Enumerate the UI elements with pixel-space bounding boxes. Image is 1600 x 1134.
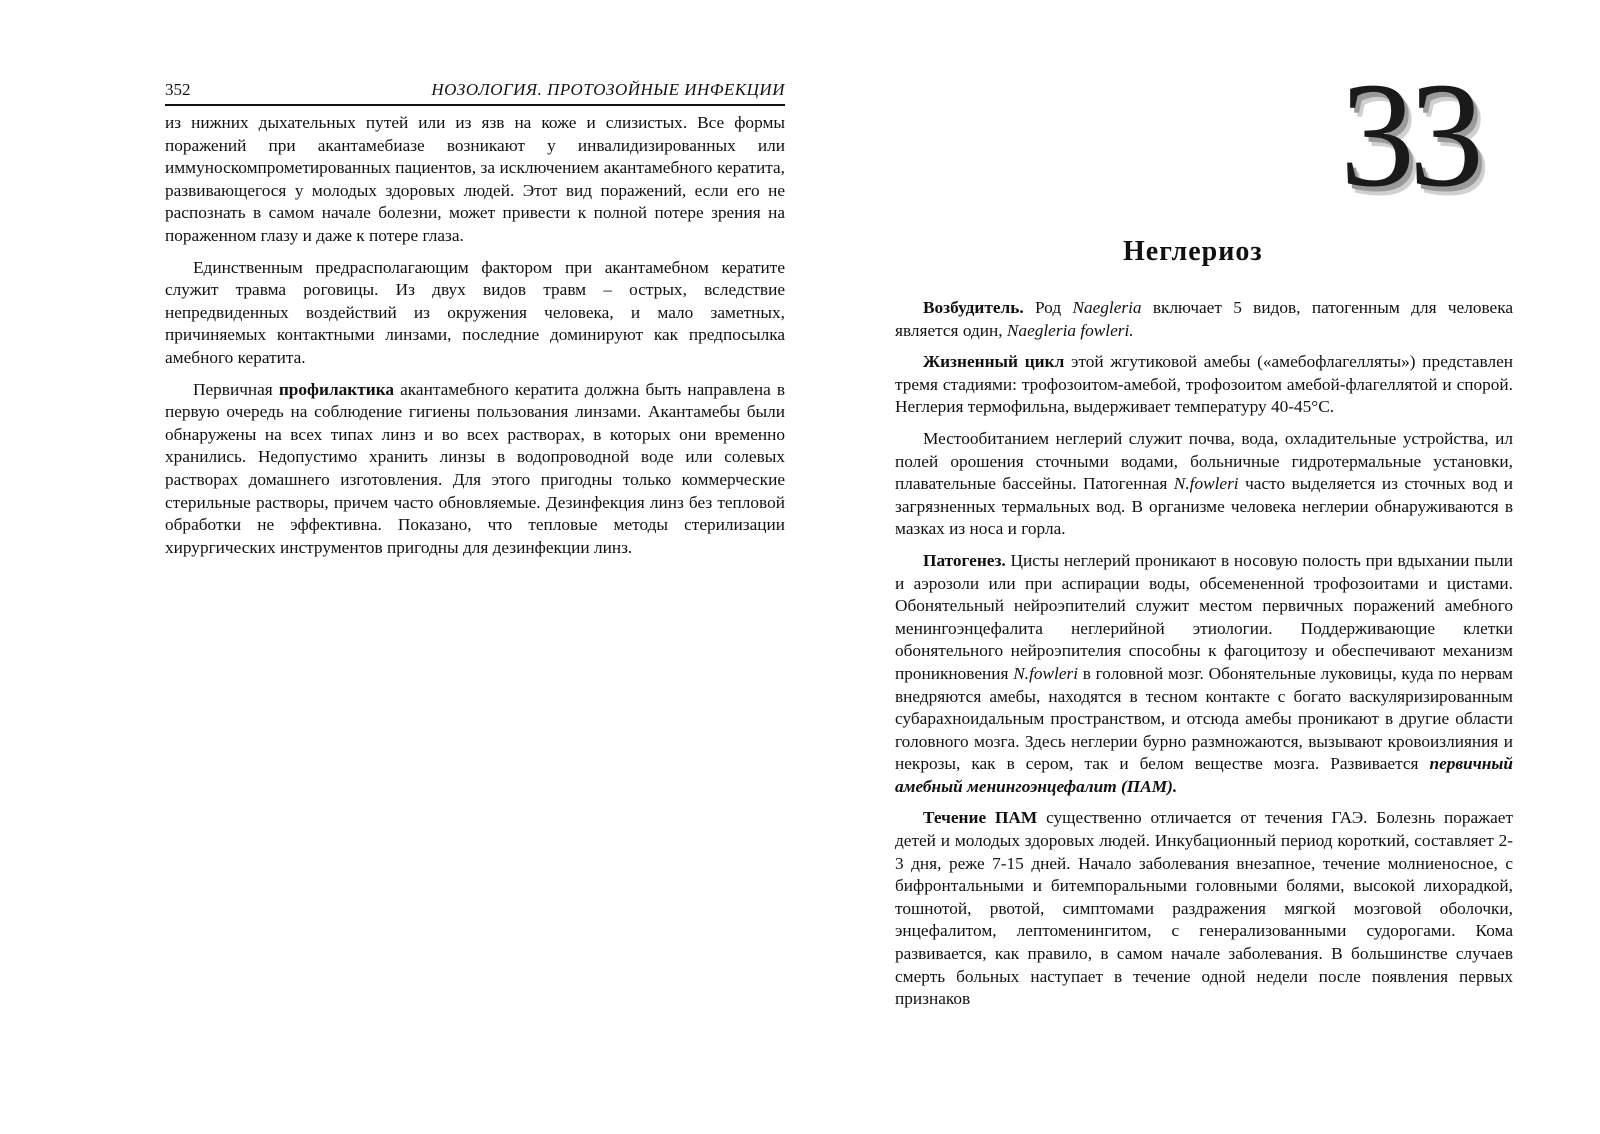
paragraph	[895, 428, 1513, 541]
text-run: Местообитанием неглерий служит почва, вода, охладительные устройства, ил полей орошения сточными водами, больничные гидротермальные установки, плавательные бассейны. Патогенная	[895, 428, 1513, 494]
left-page	[165, 0, 785, 1134]
text-run: существенно отличается от течения ГАЭ. Болезнь поражает детей и молодых здоровых людей. Инкубационный период короткий, составляет 2-3 дня, реже 7-15 дней. Начало заболевания внезапное, течение молниеносное, с бифронтальными и битемпоральными головными болями, высокой лихорадкой, тошнотой, рвотой, симптомами раздражения мягкой мозговой оболочки, энцефалитом, лептоменингитом, с генерализованными судорогами. Кома развивается, как правило, в самом начале заболевания. В большинстве случаев смерть больных наступает в течение одной недели после появления первых признаков	[895, 808, 1513, 1009]
text-run: часто выделяется из сточных вод и загрязненных термальных вод. В организме человека неглерии обнаруживаются в мазках из носа и горла.	[895, 474, 1513, 539]
text-run: Цисты неглерий проникают в носовую полость при вдыхании пыли и аэрозоли или при аспирации воды, обсемененной трофозоитами и цистами. Обонятельный нейроэпителий служит местом первичных поражений амебного менингоэнцефалита неглерийной этиологии. Поддерживающие клетки обонятельного нейроэпителия способны к фагоцитозу и обеспечивают механизм проникновения	[895, 550, 1513, 683]
text-run: Род	[1023, 298, 1073, 317]
chapter-title: Неглериоз	[1123, 236, 1263, 267]
running-title: НОЗОЛОГИЯ. ПРОТОЗОЙНЫЕ ИНФЕКЦИИ	[431, 80, 785, 99]
italic-term: Naegleria	[1072, 298, 1142, 317]
bold-term: Течение ПАМ	[923, 808, 1038, 828]
italic-term: N.fowleri	[1013, 663, 1079, 683]
running-head	[165, 78, 785, 106]
paragraph	[895, 351, 1513, 419]
text-run: Первичная	[193, 379, 279, 399]
paragraph	[895, 297, 1513, 342]
paragraph: Единственным предрасполагающим фактором при акантамебном кератите служит травма роговицы. Из двух видов травм – острых, вследствие непредвиденных воздействий из окружения человека, и мало заметных, причиняемых контактными линзами, последние доминируют как предпосылка амебного кератита.	[165, 257, 785, 367]
paragraph	[895, 550, 1513, 799]
text-run: включает 5 видов, патогенным для человека является один,	[895, 298, 1513, 340]
italic-term: N.fowleri	[1173, 474, 1239, 494]
paragraph	[895, 807, 1513, 1010]
paragraph	[165, 379, 785, 560]
text-run: этой жгутиковой амебы («амебофлагелляты») представлен тремя стадиями: трофозоитом-амебой, трофозоитом амебой-флагеллятой и спорой. Неглерия термофильна, выдерживает температуру 40-45°С.	[895, 352, 1514, 417]
right-page	[895, 0, 1513, 1134]
bold-italic-term: первичный амебный менингоэнцефалит (ПАМ).	[895, 754, 1513, 796]
bold-term: Патогенез.	[923, 550, 1006, 570]
chapter-number: 33	[1340, 52, 1478, 218]
right-page-body	[895, 297, 1513, 1020]
italic-term: Naegleria fowleri.	[1006, 320, 1134, 340]
left-page-body	[165, 112, 785, 568]
bold-term: профилактика	[278, 379, 395, 399]
bold-term: Возбудитель.	[923, 298, 1024, 317]
paragraph: из нижних дыхательных путей или из язв на коже и слизистых. Все формы поражений при акантамебиазе возникают у инвалидизированных или иммуноскомпрометированных пациентов, за исключением акантамебного кератита, развивающегося у молодых здоровых людей. Этот вид поражений, если его не распознать в самом начале болезни, может привести к полной потере зрения на пораженном глазу и даже к потере глаза.	[165, 113, 785, 245]
text-run: в головной мозг. Обонятельные луковицы, куда по нервам внедряются амебы, находятся в тесном контакте с богато васкуляризированным субарахноидальным пространством, и отсюда амебы проникают в другие области головного мозга. Здесь неглерии бурно размножаются, вызывают кровоизлияния и некрозы, как в сером, так и белом веществе мозга. Развивается	[895, 663, 1513, 774]
text-run: акантамебного кератита должна быть направлена в первую очередь на соблюдение гигиены пользования линзами. Акантамебы были обнаружены на всех типах линз и во всех растворах, в которых они временно хранились. Недопустимо хранить линзы в водопроводной воде или солевых растворах домашнего изготовления. Для этого пригодны только коммерческие стерильные растворы, причем часто обновляемые. Дезинфекция линз без тепловой обработки не эффективна. Показано, что тепловые методы стерилизации хирургических инструментов пригодны для дезинфекции линз.	[165, 379, 785, 557]
bold-term: Жизненный цикл	[923, 352, 1065, 372]
page-number: 352	[165, 80, 191, 99]
